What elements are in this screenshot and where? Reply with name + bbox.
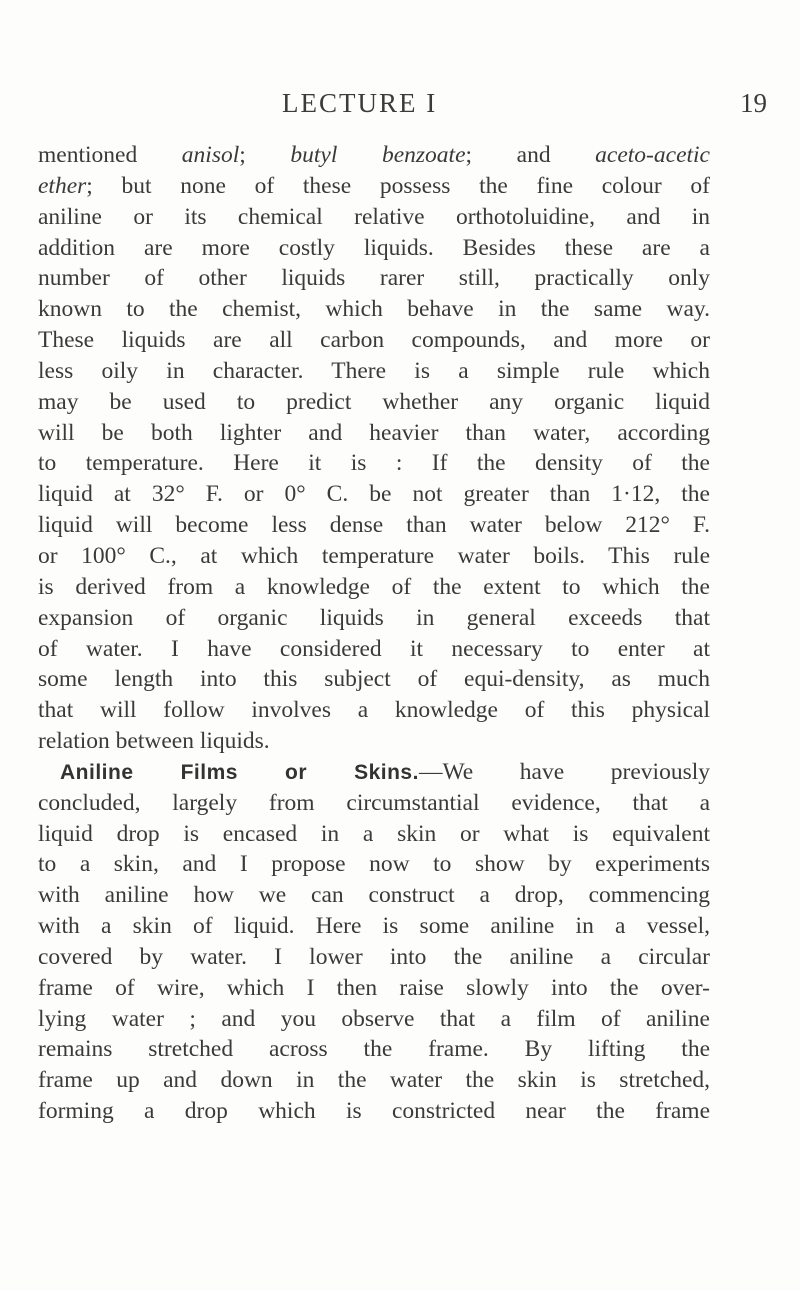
text-segment: relation between liquids. (38, 728, 270, 755)
text-segment: concluded, largely from circumstantial evidence, that a (38, 789, 710, 816)
text-line (38, 387, 710, 418)
text-line (38, 664, 710, 695)
italic-term: aceto-acetic (595, 142, 710, 168)
text-line (38, 140, 710, 171)
text-segment: frame of wire, which I then raise slowly into the over- (38, 974, 710, 1001)
text-segment: liquid will become less dense than water below 212° F. (38, 512, 710, 539)
text-segment: with a skin of liquid. Here is some aniline in a vessel, (38, 913, 710, 940)
text-segment: These liquids are all carbon compounds, and more or (38, 327, 710, 354)
text-line (38, 695, 710, 726)
text-line (38, 233, 710, 264)
text-segment: frame up and down in the water the skin is stretched, (38, 1067, 710, 1094)
text-segment: addition are more costly liquids. Besides these are a (38, 234, 710, 261)
text-segment: remains stretched across the frame. By lifting the (38, 1036, 710, 1063)
text-line (38, 1096, 710, 1127)
text-line (38, 263, 710, 294)
text-line (38, 634, 710, 665)
text-line (38, 1004, 710, 1035)
text-segment: or 100° C., at which temperature water boils. This rule (38, 542, 710, 569)
text-segment: will be both lighter and heavier than water, according (38, 419, 710, 446)
text-line (38, 1034, 710, 1065)
text-segment: aniline or its chemical relative orthotoluidine, and in (38, 203, 710, 230)
text-segment: mentioned (38, 142, 182, 168)
text-line (38, 510, 710, 541)
text-line (38, 603, 710, 634)
text-segment: expansion of organic liquids in general exceeds that (38, 604, 710, 631)
text-line (38, 819, 710, 850)
text-segment: number of other liquids rarer still, practically only (38, 265, 710, 292)
text-line (38, 325, 710, 356)
italic-term: ether (38, 172, 87, 199)
text-line (38, 757, 710, 788)
text-line (38, 849, 710, 880)
text-segment: lying water ; and you observe that a film of aniline (38, 1005, 710, 1032)
text-line (38, 171, 710, 202)
italic-term: anisol (181, 142, 240, 168)
text-line (38, 911, 710, 942)
text-segment: liquid at 32° F. or 0° C. be not greater than 1·12, the (38, 481, 710, 508)
text-line (38, 294, 710, 325)
text-line (38, 788, 710, 819)
italic-term: butyl benzoate (290, 142, 466, 168)
text-line (38, 448, 710, 479)
running-head (0, 88, 800, 124)
text-segment: of water. I have considered it necessary to enter at (38, 635, 710, 662)
text-segment: that will follow involves a knowledge of this physical (38, 697, 710, 724)
text-segment: —We have previously (418, 758, 710, 785)
text-segment: covered by water. I lower into the aniline a circular (38, 943, 710, 970)
text-segment: ; and (465, 142, 596, 168)
running-title: LECTURE I (282, 88, 438, 118)
text-segment: ; but none of these possess the fine colour of (86, 172, 710, 199)
text-line (38, 1065, 710, 1096)
text-line (38, 418, 710, 449)
text-line (38, 202, 710, 233)
text-line (38, 973, 710, 1004)
text-segment: some length into this subject of equi-density, as much (38, 666, 710, 693)
text-line (38, 942, 710, 973)
text-segment: less oily in character. There is a simple rule which (38, 357, 710, 384)
text-segment: is derived from a knowledge of the extent to which the (38, 573, 710, 600)
text-line (38, 572, 710, 603)
text-segment: ; (239, 142, 291, 168)
text-segment: to a skin, and I propose now to show by experiments (38, 851, 710, 878)
text-line (38, 356, 710, 387)
text-line (38, 726, 710, 757)
text-segment: known to the chemist, which behave in the same way. (38, 296, 710, 323)
section-heading: Aniline Films or Skins. (60, 760, 419, 784)
text-segment: liquid drop is encased in a skin or what is equivalent (38, 820, 710, 847)
page-number: 19 (740, 88, 767, 118)
text-line (38, 541, 710, 572)
text-line (38, 479, 710, 510)
text-segment: to temperature. Here it is : If the density of the (38, 450, 710, 477)
text-segment: forming a drop which is constricted near the frame (38, 1098, 710, 1125)
text-segment: may be used to predict whether any organic liquid (38, 388, 710, 415)
text-line (38, 880, 710, 911)
text-segment: with aniline how we can construct a drop, commencing (38, 882, 710, 909)
body-text (38, 140, 710, 1127)
